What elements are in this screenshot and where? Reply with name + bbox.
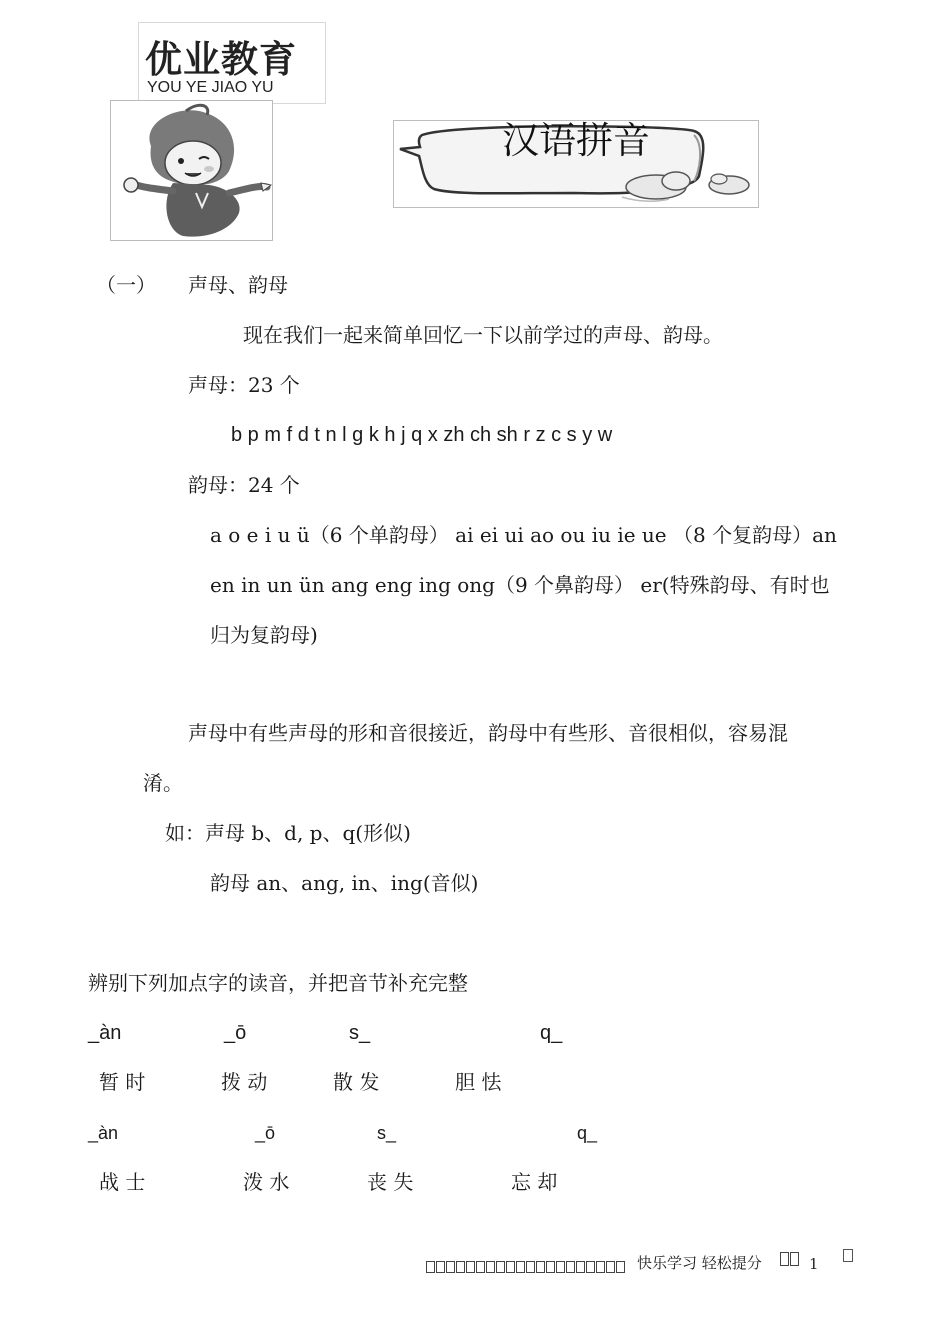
logo-english-text: YOU YE JIAO YU [147,79,274,96]
exercise-word: 胆 怯 [455,1070,502,1094]
logo [138,22,326,104]
blank-syllable: _ō [255,1123,276,1143]
blank-syllable: q_ [540,1022,563,1044]
footer-slogan: 快乐学习 轻松提分 [637,1254,762,1272]
blank-syllable: s_ [349,1022,371,1044]
exercise-word: 散 发 [333,1070,380,1094]
note-line-2: 淆。 [143,771,183,795]
finals-line-3: 归为复韵母) [210,623,318,647]
mascot-icon [111,101,272,240]
exercise-word: 忘 却 [511,1170,558,1194]
initials-label: 声母：23 个 [188,373,300,397]
blank-syllable: _ō [224,1022,247,1044]
example-initials: 如：声母 b、d, p、q(形似) [165,821,411,845]
mascot-image [110,100,273,241]
blank-syllable: _àn [88,1123,119,1143]
page-title: 汉语拼音 [502,119,650,162]
section-heading: 声母、韵母 [188,273,288,297]
finals-label: 韵母：24 个 [188,473,300,497]
finals-line-1: a o e i u ü（6 个单韵母） ai ei ui ao ou iu ie ue （8 个复韵母）an [210,523,837,547]
exercise-word: 泼 水 [243,1170,290,1194]
footer-garbled-glyphs [426,1257,626,1276]
logo-chinese-text: 优业教育 [145,38,297,81]
exercise-word: 战 士 [99,1170,146,1194]
page-number: 1 [809,1255,819,1273]
example-finals: 韵母 an、ang, in、ing(音似) [210,871,479,895]
exercise-word: 拨 动 [221,1070,268,1094]
note-line-1: 声母中有些声母的形和音很接近，韵母中有些形、音很相似，容易混 [188,721,788,745]
intro-paragraph: 现在我们一起来简单回忆一下以前学过的声母、韵母。 [243,323,723,347]
section-number: （一） [96,273,156,297]
exercise-word: 暂 时 [99,1070,146,1094]
initials-list: b p m f d t n l g k h j q x zh ch sh r z c s y w [231,424,613,446]
exercise-word: 丧 失 [367,1170,414,1194]
footer-box-glyph [843,1249,853,1262]
exercise-instruction: 辨别下列加点字的读音，并把音节补充完整 [88,971,468,995]
blank-syllable: _àn [88,1022,122,1044]
blank-syllable: q_ [577,1123,598,1143]
blank-syllable: s_ [377,1123,397,1143]
finals-line-2: en in un ün ang eng ing ong（9 个鼻韵母） er(特殊韵母、有时也 [210,573,830,597]
footer-glyph-pair [780,1250,800,1269]
title-banner [393,120,759,208]
